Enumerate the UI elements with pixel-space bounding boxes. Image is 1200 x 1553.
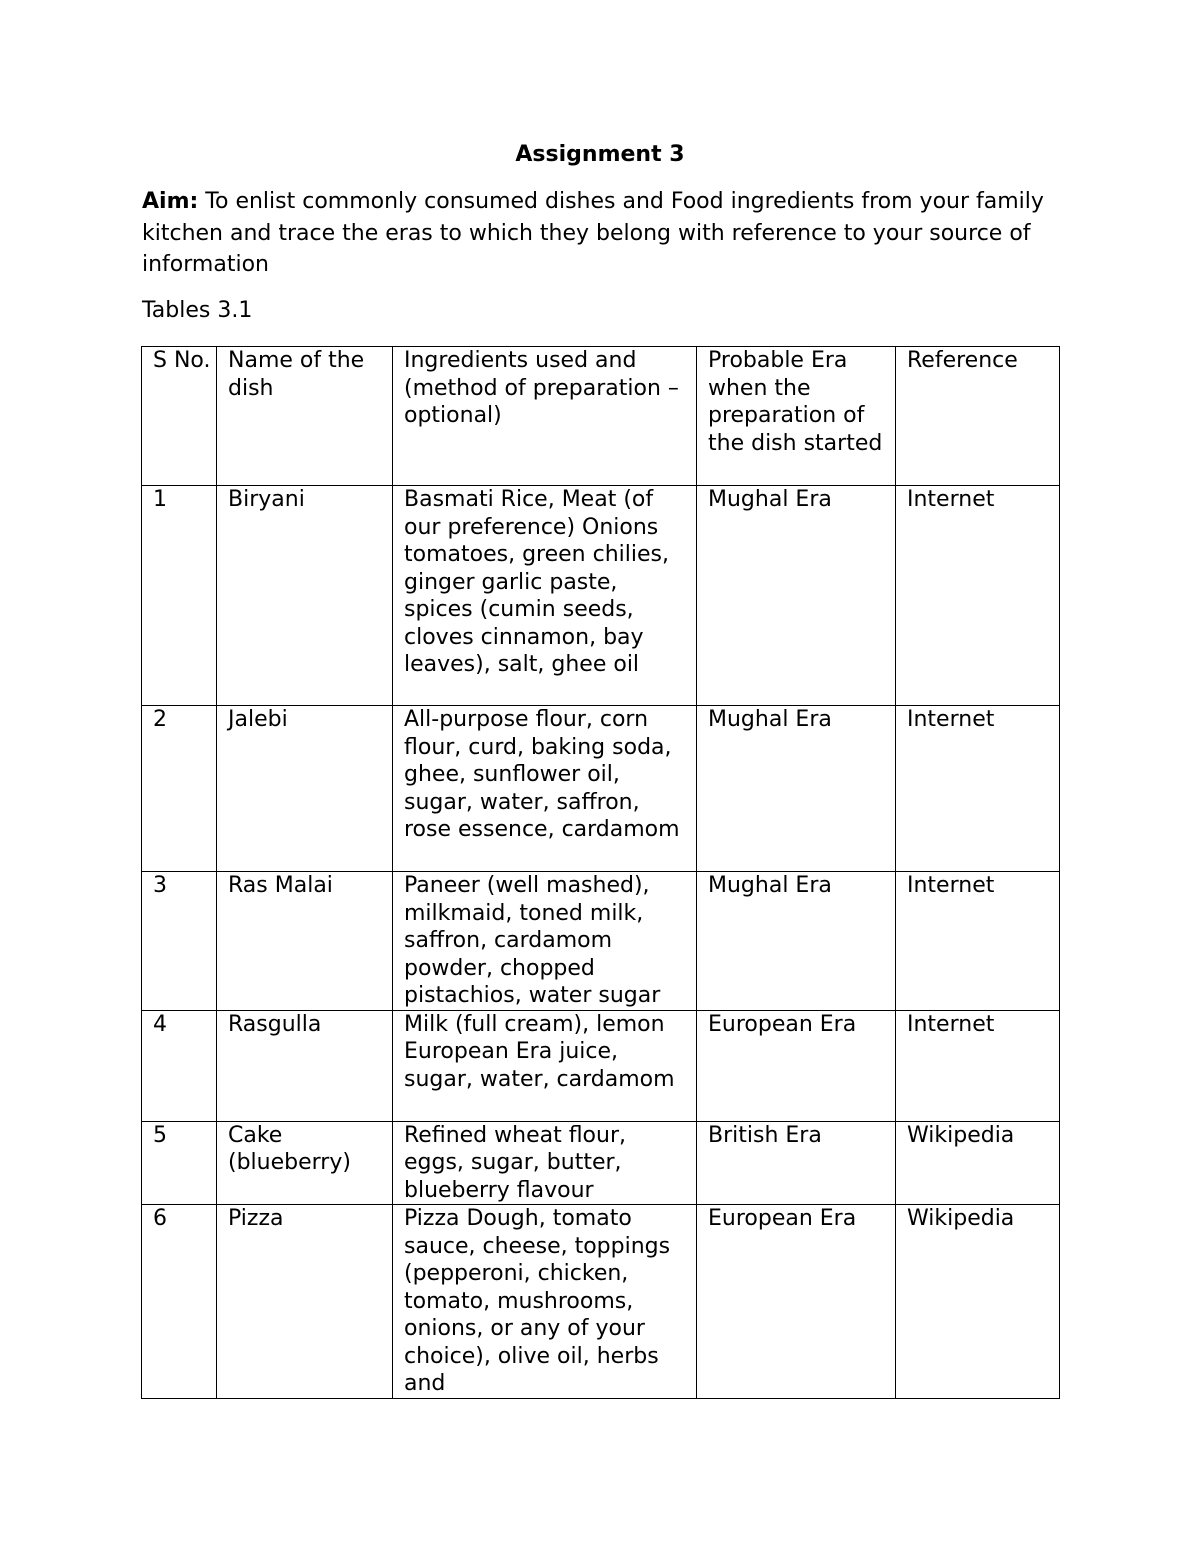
table-row [142, 706, 1060, 872]
cell-dish: Pizza [217, 1205, 393, 1399]
header-cell-sno: S No. [142, 347, 217, 486]
cell-sno: 3 [142, 872, 217, 1011]
cell-reference: Internet [896, 1010, 1060, 1121]
cell-sno: 2 [142, 706, 217, 872]
header-cell-ingredients: Ingredients used and (method of preparation – optional) [393, 347, 697, 486]
cell-era: British Era [697, 1121, 896, 1205]
cell-sno: 1 [142, 486, 217, 706]
cell-sno: 5 [142, 1121, 217, 1205]
cell-reference: Internet [896, 872, 1060, 1011]
table-row [142, 486, 1060, 706]
aim-text: To enlist commonly consumed dishes and Food ingredients from your family kitchen and trace the eras to which they belong with reference to your source of information [142, 189, 1044, 277]
document-title: Assignment 3 [515, 142, 685, 167]
cell-reference: Wikipedia [896, 1121, 1060, 1205]
dishes-table [141, 346, 1060, 1399]
cell-ingredients: All-purpose flour, corn flour, curd, baking soda, ghee, sunflower oil, sugar, water, saffron, rose essence, cardamom [393, 706, 697, 872]
cell-sno: 6 [142, 1205, 217, 1399]
table-row [142, 1121, 1060, 1205]
cell-reference: Wikipedia [896, 1205, 1060, 1399]
aim-label: Aim: [142, 189, 199, 214]
cell-era: Mughal Era [697, 486, 896, 706]
header-cell-dish: Name of the dish [217, 347, 393, 486]
aim-paragraph [142, 186, 1072, 281]
cell-dish: Biryani [217, 486, 393, 706]
cell-ingredients: Pizza Dough, tomato sauce, cheese, toppings (pepperoni, chicken, tomato, mushrooms, onions, or any of your choice), olive oil, herbs and [393, 1205, 697, 1399]
cell-ingredients: Refined wheat flour, eggs, sugar, butter, blueberry flavour [393, 1121, 697, 1205]
table-header-row [142, 347, 1060, 486]
table-caption: Tables 3.1 [142, 298, 253, 323]
cell-dish: Ras Malai [217, 872, 393, 1011]
header-cell-era: Probable Era when the preparation of the dish started [697, 347, 896, 486]
cell-dish: Jalebi [217, 706, 393, 872]
cell-ingredients: Milk (full cream), lemon European Era juice, sugar, water, cardamom [393, 1010, 697, 1121]
cell-era: Mughal Era [697, 872, 896, 1011]
table-row [142, 872, 1060, 1011]
cell-dish: Rasgulla [217, 1010, 393, 1121]
cell-sno: 4 [142, 1010, 217, 1121]
header-cell-reference: Reference [896, 347, 1060, 486]
cell-ingredients: Paneer (well mashed), milkmaid, toned milk, saffron, cardamom powder, chopped pistachios, water sugar [393, 872, 697, 1011]
table-row [142, 1010, 1060, 1121]
cell-reference: Internet [896, 486, 1060, 706]
cell-era: Mughal Era [697, 706, 896, 872]
cell-reference: Internet [896, 706, 1060, 872]
cell-era: European Era [697, 1205, 896, 1399]
cell-dish: Cake (blueberry) [217, 1121, 393, 1205]
cell-era: European Era [697, 1010, 896, 1121]
table-row [142, 1205, 1060, 1399]
cell-ingredients: Basmati Rice, Meat (of our preference) Onions tomatoes, green chilies, ginger garlic paste, spices (cumin seeds, cloves cinnamon, bay leaves), salt, ghee oil [393, 486, 697, 706]
